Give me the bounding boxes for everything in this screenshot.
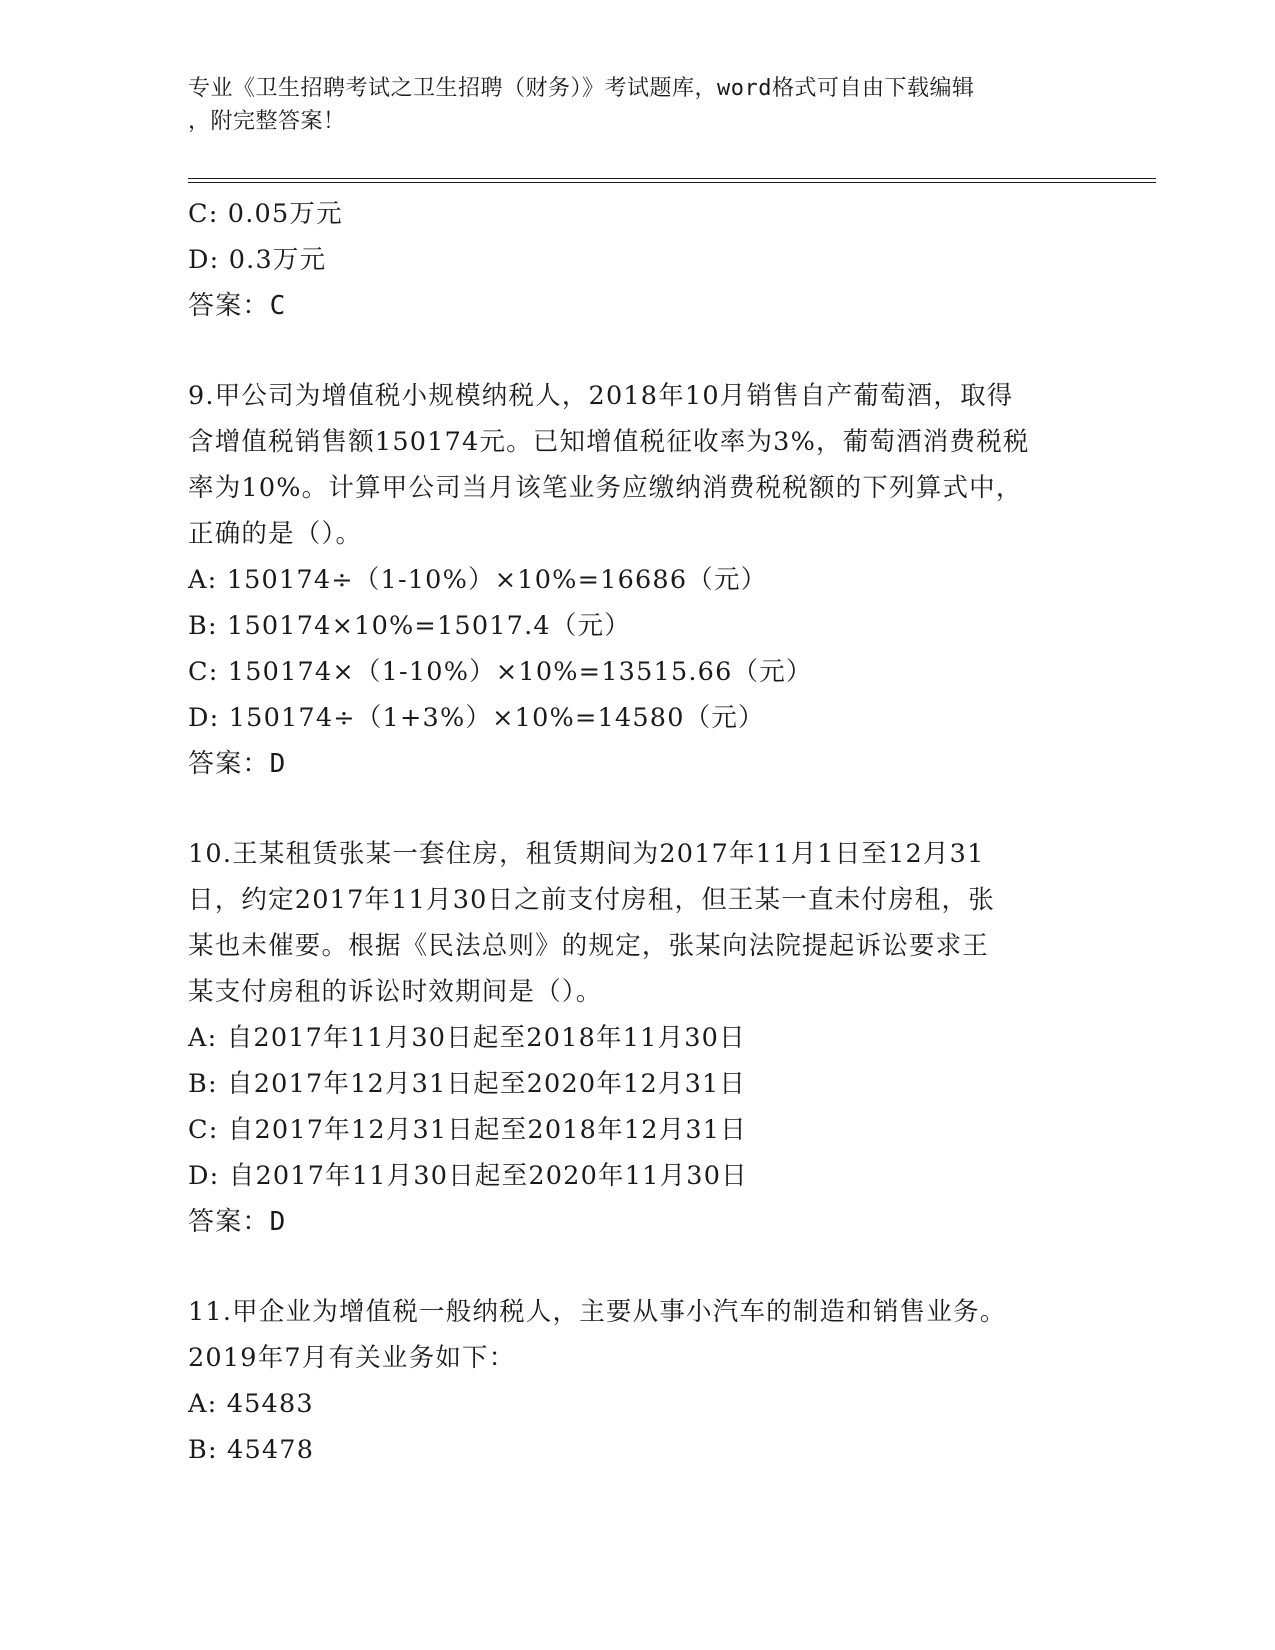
stem-line: 日，约定2017年11月30日之前支付房租，但王某一直未付房租，张 bbox=[188, 885, 995, 915]
previous-question-tail bbox=[188, 191, 1088, 329]
option-c: C: 0.05万元 bbox=[188, 199, 343, 229]
stem-line: 正确的是（）。 bbox=[188, 519, 363, 549]
question-stem bbox=[188, 1289, 1088, 1381]
option-c: C: 150174×（1-10%）×10%=13515.66（元） bbox=[188, 657, 813, 687]
answer-line: 答案：D bbox=[188, 1207, 287, 1237]
header-divider-top bbox=[188, 178, 1156, 179]
answer-line: 答案：D bbox=[188, 749, 287, 779]
stem-line: 某支付房租的诉讼时效期间是（）。 bbox=[188, 977, 603, 1007]
answer-line: 答案：C bbox=[188, 291, 287, 321]
option-d: D: 0.3万元 bbox=[188, 245, 327, 275]
stem-line: 率为10%。计算甲公司当月该笔业务应缴纳消费税税额的下列算式中， bbox=[188, 473, 1023, 503]
question-stem bbox=[188, 373, 1088, 557]
stem-line: 9.甲公司为增值税小规模纳税人，2018年10月销售自产葡萄酒，取得 bbox=[188, 381, 1014, 411]
question-stem bbox=[188, 831, 1088, 1015]
option-a: A: 45483 bbox=[188, 1389, 314, 1419]
document-header bbox=[188, 72, 1068, 138]
document-body bbox=[188, 191, 1088, 1473]
stem-line: 10.王某租赁张某一套住房，租赁期间为2017年11月1日至12月31 bbox=[188, 839, 985, 869]
option-a: A: 自2017年11月30日起至2018年11月30日 bbox=[188, 1023, 746, 1053]
option-d: D: 150174÷（1+3%）×10%=14580（元） bbox=[188, 703, 765, 733]
stem-line: 含增值税销售额150174元。已知增值税征收率为3%，葡萄酒消费税税 bbox=[188, 427, 1030, 457]
option-b: B: 45478 bbox=[188, 1435, 315, 1465]
option-a: A: 150174÷（1-10%）×10%=16686（元） bbox=[188, 565, 768, 595]
question-11 bbox=[188, 1289, 1088, 1473]
header-divider-bottom bbox=[188, 182, 1156, 183]
stem-line: 11.甲企业为增值税一般纳税人，主要从事小汽车的制造和销售业务。 bbox=[188, 1297, 1007, 1327]
option-b: B: 150174×10%=15017.4（元） bbox=[188, 611, 631, 641]
option-b: B: 自2017年12月31日起至2020年12月31日 bbox=[188, 1069, 747, 1099]
stem-line: 2019年7月有关业务如下： bbox=[188, 1343, 516, 1373]
question-9 bbox=[188, 373, 1088, 787]
header-line-2: ，附完整答案！ bbox=[188, 109, 346, 134]
stem-line: 某也未催要。根据《民法总则》的规定，张某向法院提起诉讼要求王 bbox=[188, 931, 990, 961]
option-c: C: 自2017年12月31日起至2018年12月31日 bbox=[188, 1115, 747, 1145]
header-line-1: 专业《卫生招聘考试之卫生招聘（财务）》考试题库，word格式可自由下载编辑 bbox=[188, 76, 975, 101]
option-d: D: 自2017年11月30日起至2020年11月30日 bbox=[188, 1161, 748, 1191]
question-10 bbox=[188, 831, 1088, 1245]
